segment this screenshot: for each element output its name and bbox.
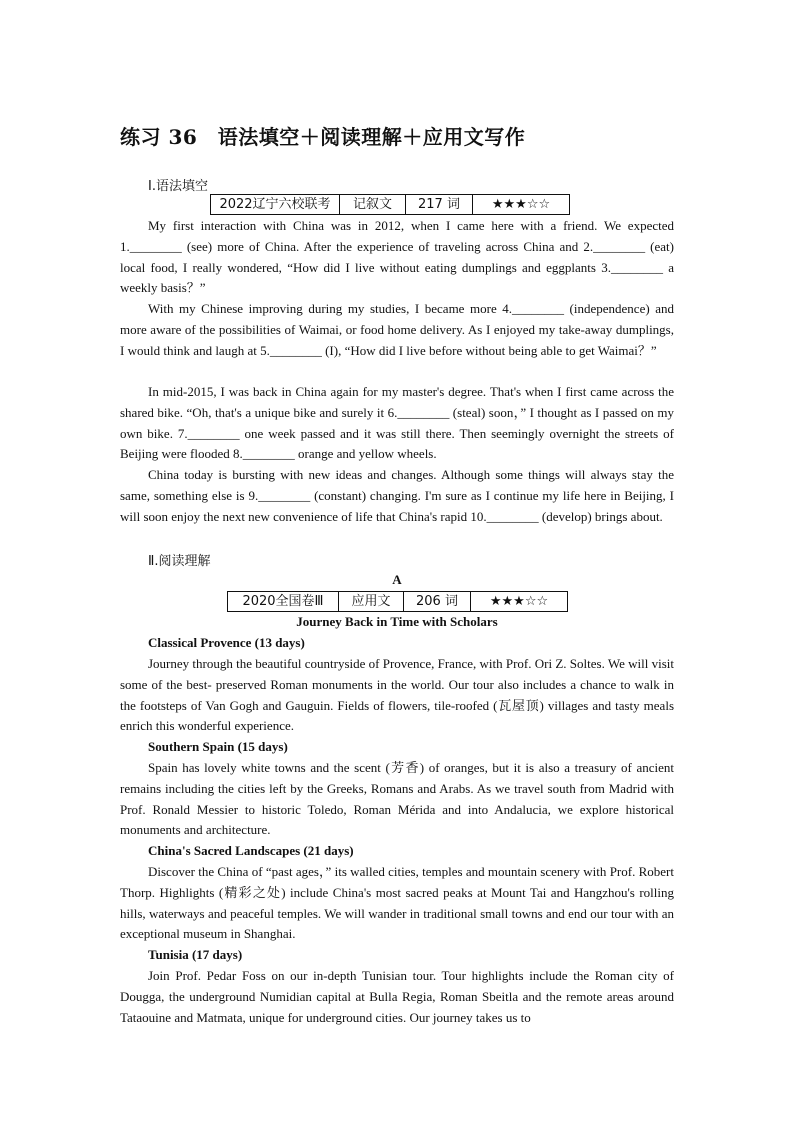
grammar-paragraph: My first interaction with China was in 2012, when I came here with a friend. We expected 1.________ (see) more of China. After the experience of traveling across China and 2.________ (eat) local food, I really wondered, “How did I live without eating dumplings and eggplants 3.________ a weekly basis？” <box>120 218 674 296</box>
tour-heading: Classical Provence (13 days) <box>148 635 305 650</box>
grammar-paragraph: With my Chinese improving during my studies, I became more 4.________ (independence) and more aware of the possibilities of Waimai, or food home delivery. As I enjoyed my take-away dumplings, I would think and laugh at 5.________ (I), “How did I live before without being able to get Waimai？” <box>120 301 674 358</box>
info-genre: 应用文 <box>339 592 404 612</box>
info-genre: 记叙文 <box>340 195 406 215</box>
passage-info-table <box>210 194 570 215</box>
page-title: 练习 36 语法填空＋阅读理解＋应用文写作 <box>120 125 526 149</box>
passage-info-table <box>227 591 568 612</box>
grammar-paragraph: In mid-2015, I was back in China again for my master's degree. That's when I first came across the shared bike. “Oh, that's a unique bike and surely it 6.________ (steal) soon，” I thought as I passed on my own bike. 7.________ one week passed and it was still there. Then seemingly overnight the streets of Beijing were flooded 8.________ orange and yellow wheels. <box>120 384 674 462</box>
tour-heading: Tunisia (17 days) <box>148 947 243 962</box>
passage-label: A <box>392 572 402 587</box>
tour-description: Journey through the beautiful countryside of Provence, France, with Prof. Ori Z. Soltes. We will visit some of the best- preserved Roman monuments in the world. Our tour also includes a chance to walk in the footsteps of Van Gogh and Gauguin. Fields of flowers, tile-roofed (瓦屋顶) villages and tasty meals enrich this wonderful experience. <box>120 656 674 734</box>
info-word-count: 217 词 <box>406 195 473 215</box>
info-difficulty: ★★★☆☆ <box>473 195 570 215</box>
info-difficulty: ★★★☆☆ <box>471 592 568 612</box>
info-word-count: 206 词 <box>404 592 471 612</box>
tour-description: Discover the China of “past ages，” its walled cities, temples and mountain scenery with Prof. Robert Thorp. Highlights (精彩之处) include China's most sacred peaks at Mount Tai and Hangzhou's rolling hills, waterways and peaceful temples. We will wander in traditional small towns and end our tour with an exceptional museum in Shanghai. <box>120 864 674 942</box>
tour-heading: Southern Spain (15 days) <box>148 739 288 754</box>
article-title: Journey Back in Time with Scholars <box>296 614 498 629</box>
section-heading-grammar: Ⅰ.语法填空 <box>148 179 208 194</box>
tour-heading: China's Sacred Landscapes (21 days) <box>148 843 354 858</box>
tour-description: Join Prof. Pedar Foss on our in-depth Tunisian tour. Tour highlights include the Roman city of Dougga, the underground Numidian capital at Bulla Regia, Roman Sbeitla and the remote areas around Tataouine and Matmata, unique for underground cities. Our journey takes us to <box>120 968 674 1025</box>
section-heading-reading: Ⅱ.阅读理解 <box>148 554 211 569</box>
tour-description: Spain has lovely white towns and the scent (芳香) of oranges, but it is also a treasury of ancient remains including the cities left by the Greeks, Romans and Arabs. As we travel south from Madrid with Prof. Ronald Messier to historic Toledo, Roman Mérida and into Andalucia, we explore historical monuments and architecture. <box>120 760 674 838</box>
info-source: 2022辽宁六校联考 <box>211 195 340 215</box>
grammar-paragraph: China today is bursting with new ideas and changes. Although some things will always stay the same, something else is 9.________ (constant) changing. I'm sure as I continue my life here in Beijing, I will soon enjoy the next new convenience of life that China's rapid 10.________ (develop) brings about. <box>120 467 674 524</box>
info-source: 2020全国卷Ⅲ <box>228 592 339 612</box>
